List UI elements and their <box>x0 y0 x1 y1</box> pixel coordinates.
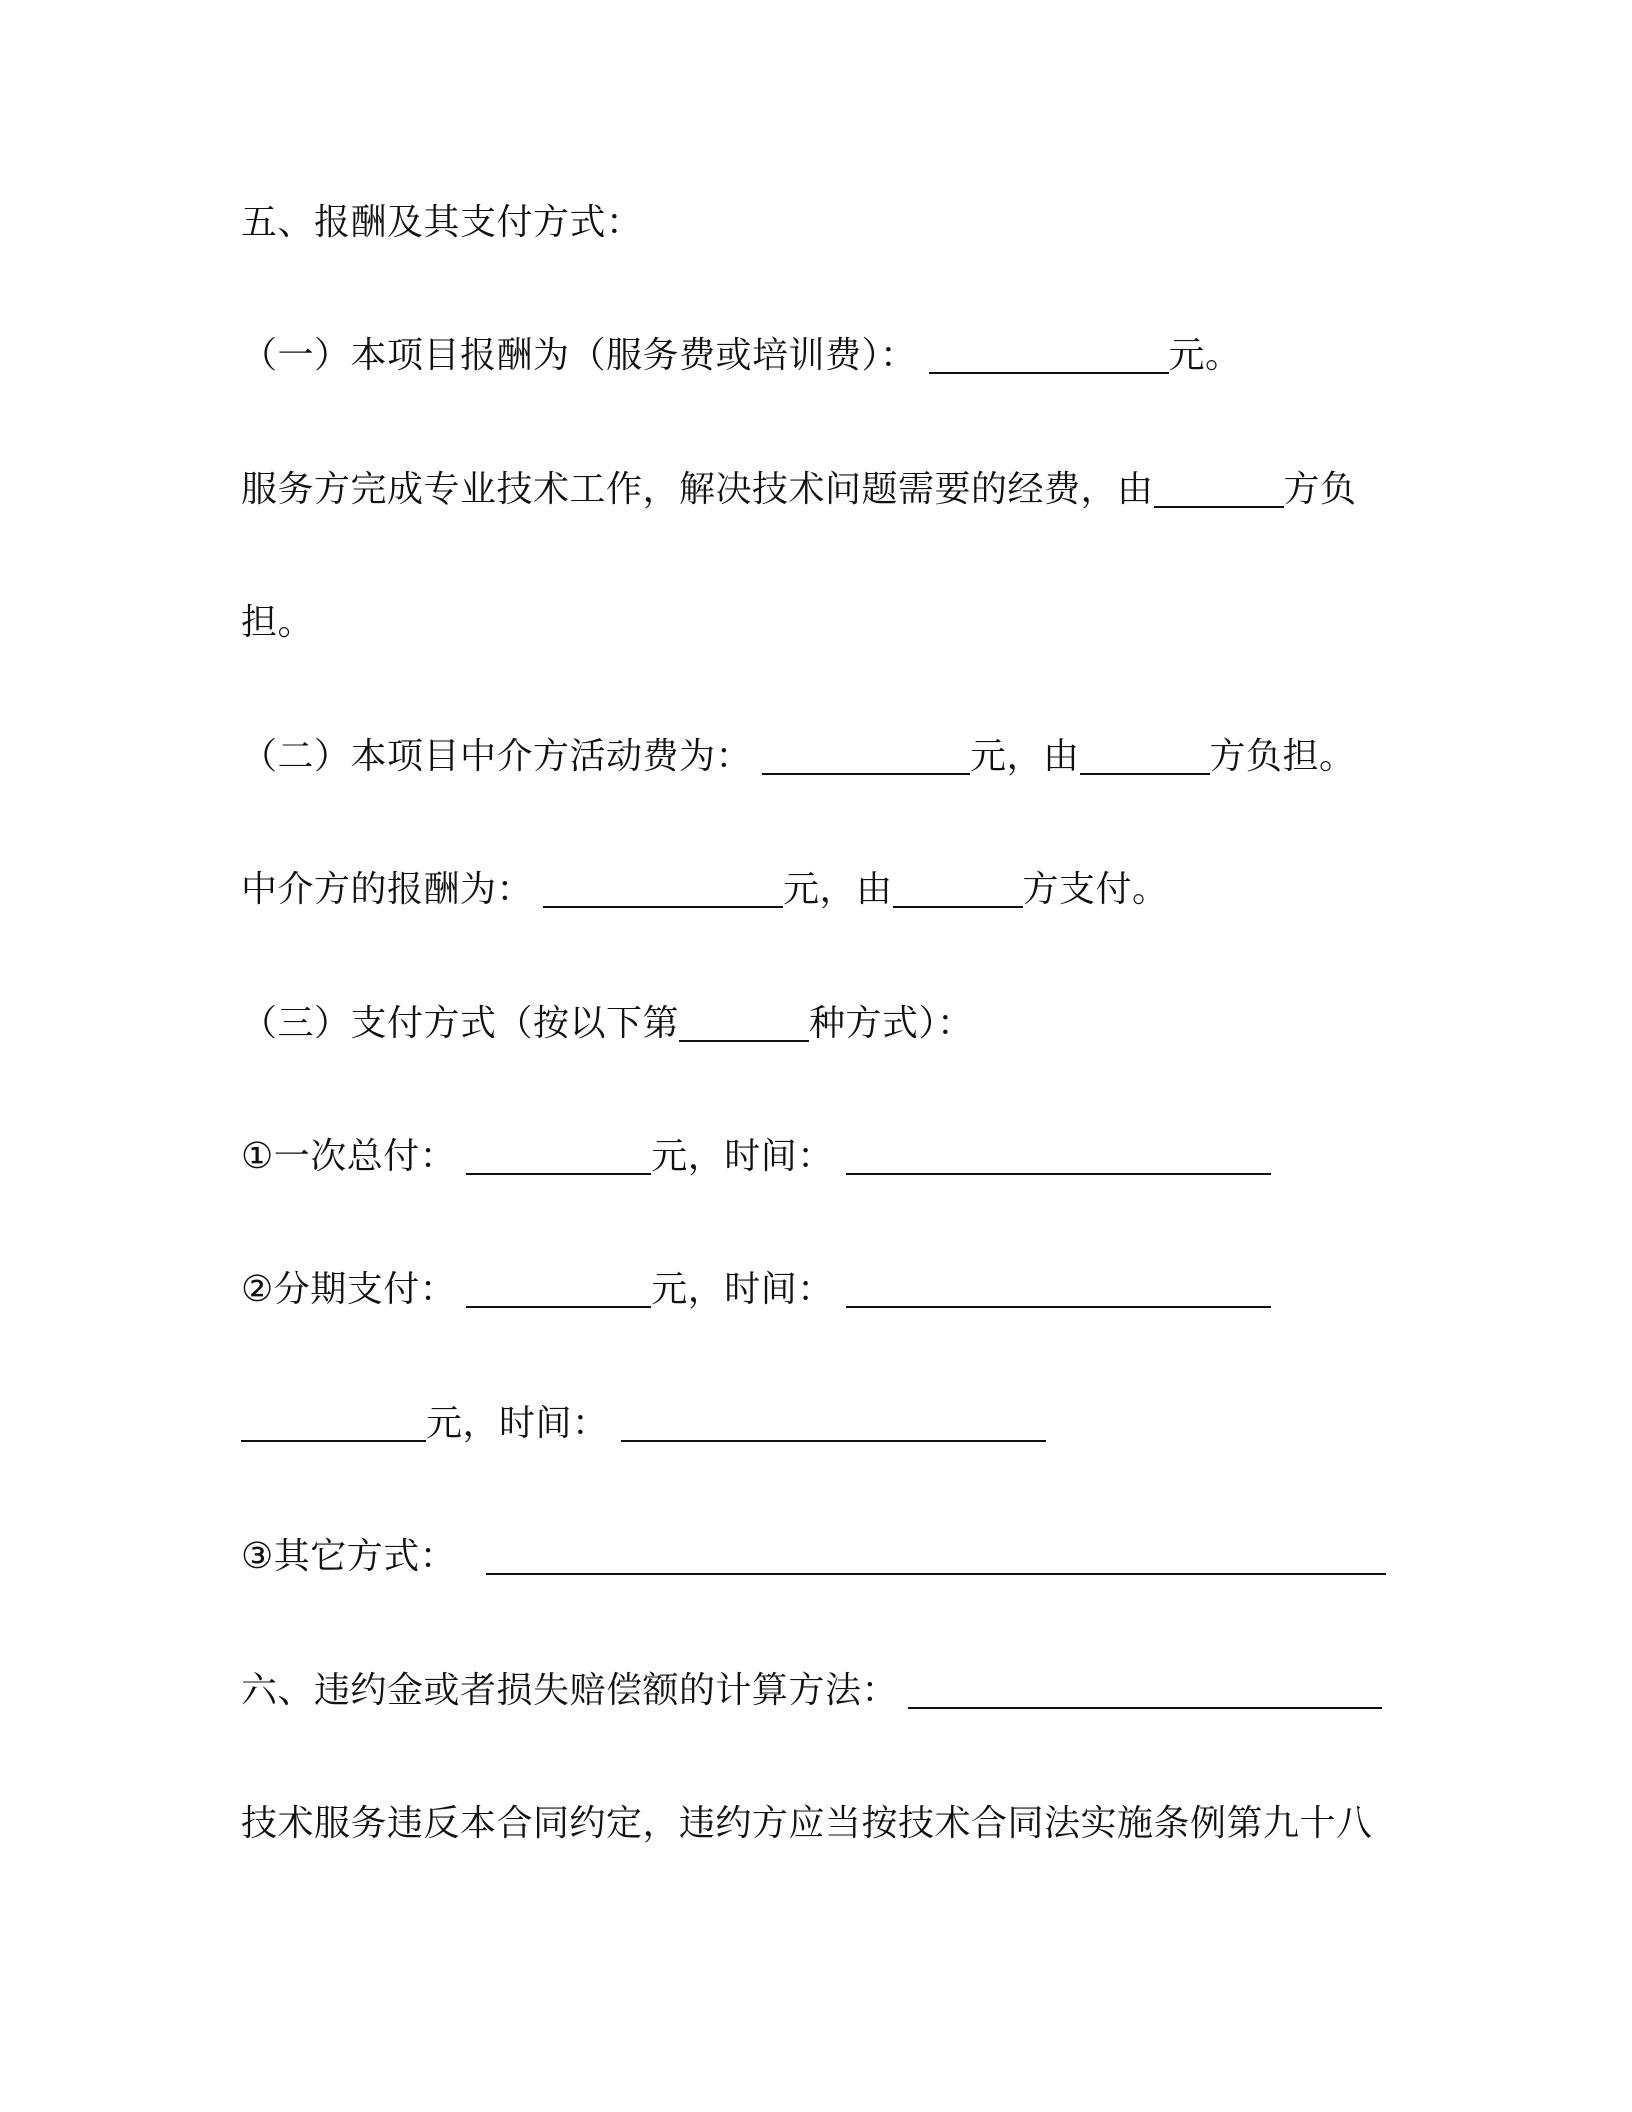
penalty-method-blank[interactable] <box>908 1665 1382 1709</box>
item-1-prefix: （一）本项目报酬为（服务费或培训费）： <box>241 334 917 376</box>
section-6-heading-row <box>241 1657 1382 1717</box>
intermediary-activity-party-blank[interactable] <box>1080 731 1210 775</box>
intermediary-fee-party-blank[interactable] <box>893 864 1023 908</box>
intermediary-fee-prefix: 中介方的报酬为： <box>241 868 534 910</box>
intermediary-fee-blank[interactable] <box>543 864 783 908</box>
expense-row-continued <box>241 589 314 649</box>
item-3-suffix: 种方式）： <box>809 1002 974 1044</box>
option-3-label: ③其它方式： <box>241 1535 457 1577</box>
lump-sum-time-blank[interactable] <box>846 1131 1271 1175</box>
item-1-unit: 元。 <box>1168 334 1242 376</box>
item-2-unit-by: 元，由 <box>970 735 1080 777</box>
item-3-prefix: （三）支付方式（按以下第 <box>241 1002 680 1044</box>
item-2-prefix: （二）本项目中介方活动费为： <box>241 735 753 777</box>
intermediary-fee-unit-by: 元，由 <box>783 868 893 910</box>
expense-row <box>241 456 1357 516</box>
intermediary-activity-fee-blank[interactable] <box>762 731 970 775</box>
option-2-continued-row <box>241 1390 1046 1450</box>
section-5-heading-text: 五、报酬及其支付方式： <box>241 201 643 243</box>
expense-party-blank[interactable] <box>1154 464 1284 508</box>
installment-2-amount-blank[interactable] <box>241 1398 426 1442</box>
expense-suffix: 方负 <box>1283 468 1357 510</box>
service-fee-blank[interactable] <box>929 330 1169 374</box>
intermediary-fee-suffix: 方支付。 <box>1022 868 1169 910</box>
item-3-row <box>241 990 974 1050</box>
payment-method-number-blank[interactable] <box>679 998 809 1042</box>
option-2-label: ②分期支付： <box>241 1268 457 1310</box>
option-2-continued-unit-time: 元，时间： <box>426 1402 609 1444</box>
section-5-heading <box>241 189 643 249</box>
option-3-row <box>241 1523 1386 1583</box>
expense-text: 服务方完成专业技术工作，解决技术问题需要的经费，由 <box>241 468 1154 510</box>
section-6-heading: 六、违约金或者损失赔偿额的计算方法： <box>241 1669 899 1711</box>
option-1-label: ①一次总付： <box>241 1135 457 1177</box>
option-1-unit-time: 元，时间： <box>651 1135 834 1177</box>
item-2-row <box>241 723 1356 783</box>
installment-2-time-blank[interactable] <box>621 1398 1046 1442</box>
section-6-paragraph: 技术服务违反本合同约定，违约方应当按技术合同法实施条例第九十八 <box>241 1802 1373 1844</box>
option-2-unit-time: 元，时间： <box>651 1268 834 1310</box>
item-1-row <box>241 322 1242 382</box>
expense-continued-text: 担。 <box>241 601 315 643</box>
section-6-paragraph-row <box>241 1790 1373 1850</box>
other-method-blank[interactable] <box>486 1531 1386 1575</box>
option-2-row <box>241 1256 1271 1316</box>
intermediary-fee-row <box>241 856 1169 916</box>
lump-sum-amount-blank[interactable] <box>466 1131 651 1175</box>
option-1-row <box>241 1123 1271 1183</box>
item-2-suffix: 方负担。 <box>1209 735 1356 777</box>
installment-amount-blank[interactable] <box>466 1264 651 1308</box>
installment-time-blank[interactable] <box>846 1264 1271 1308</box>
